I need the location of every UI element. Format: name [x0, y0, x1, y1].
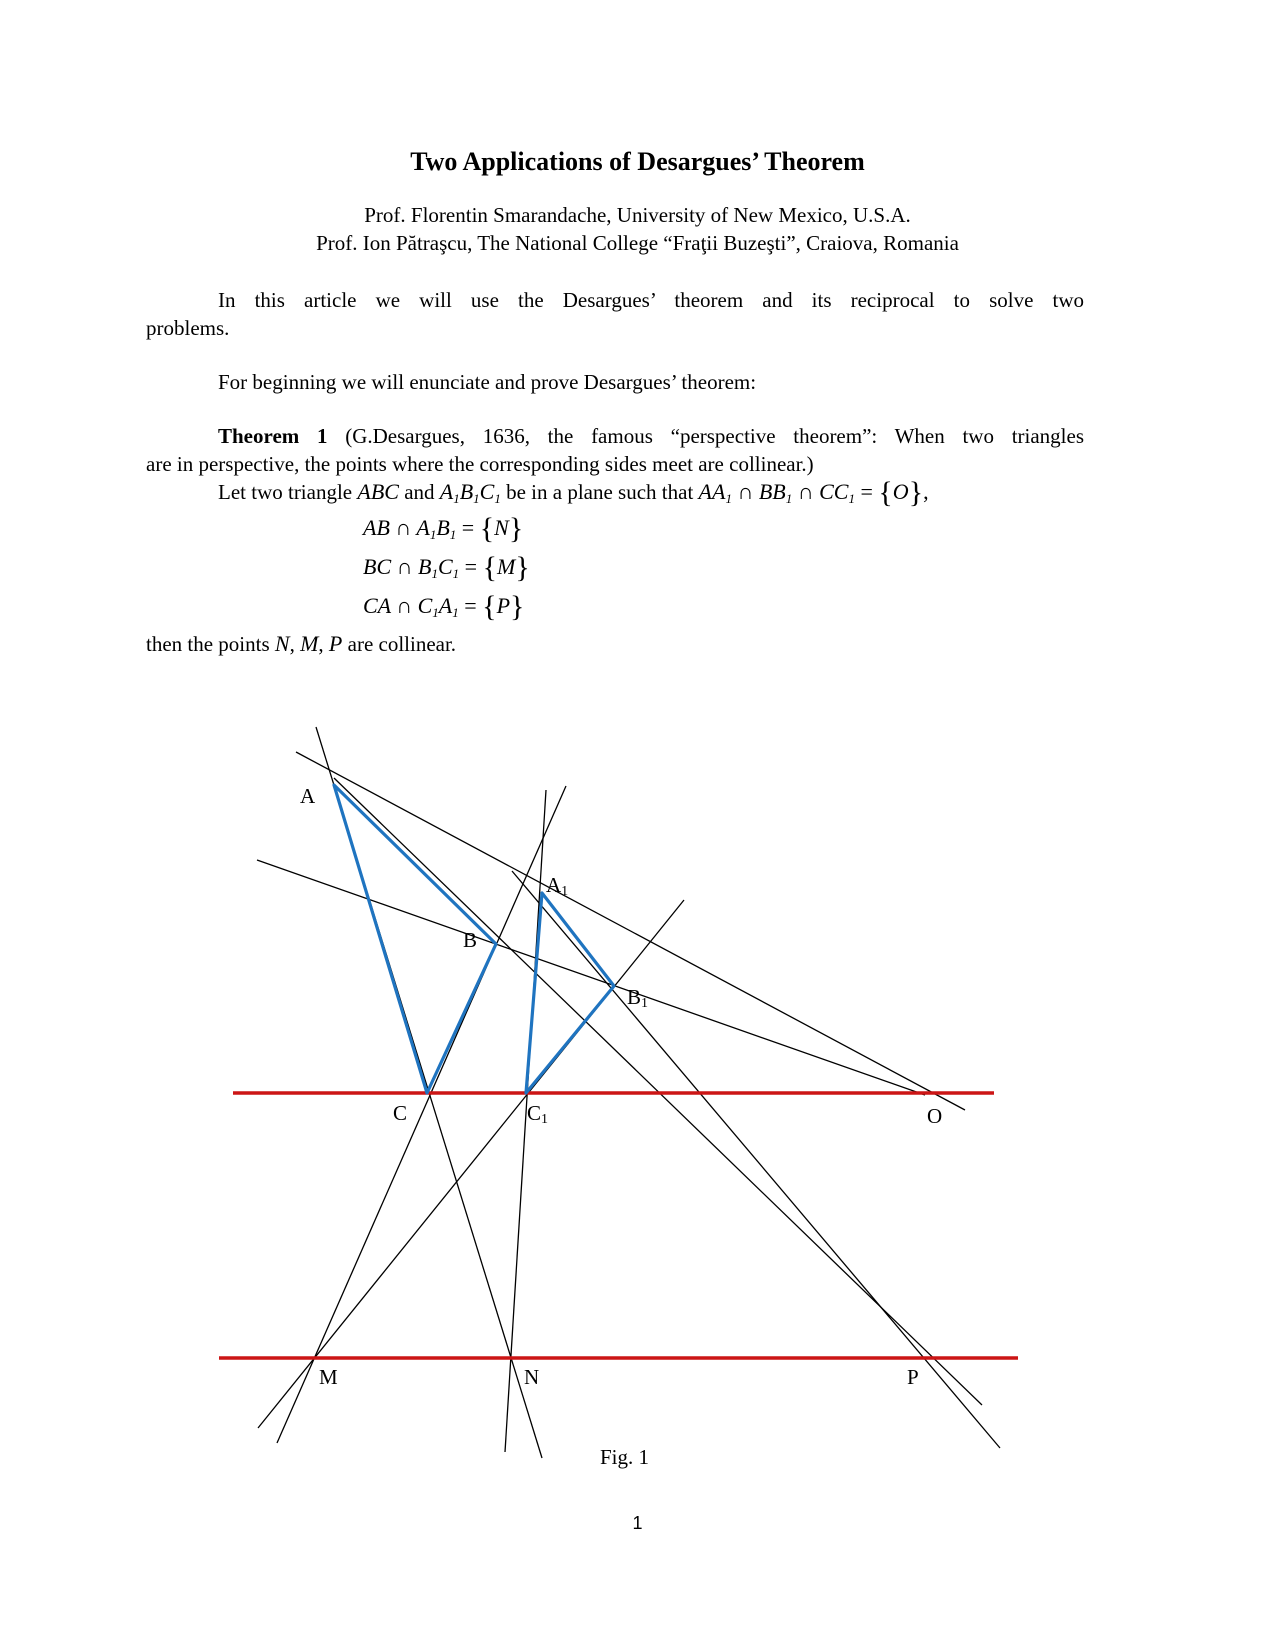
triangle-a1b1c1: $A_1B_1C_1$ — [439, 479, 501, 506]
conclusion-prefix: then the points — [146, 632, 270, 656]
triangle-a1b1c1-shape — [526, 893, 614, 1093]
label-c: C — [393, 1101, 408, 1125]
point-n-symbol: N — [274, 631, 290, 656]
let-prefix: Let two triangle — [218, 480, 353, 504]
theorem-label: Theorem 1 — [218, 424, 328, 448]
author-2: Prof. Ion Pătraşcu, The National College “Fraţii Buzeşti”, Craiova, Romania — [316, 231, 959, 255]
page-number: 1 — [632, 1513, 643, 1533]
point-p-symbol: P — [328, 631, 343, 656]
beginning-sentence: For beginning we will enunciate and prove Desargues’ theorem: — [218, 370, 757, 394]
point-m-symbol: M — [300, 631, 319, 656]
paper-title: Two Applications of Desargues’ Theorem — [410, 147, 865, 176]
line-bb1o — [257, 860, 925, 1095]
equation-m: BC ∩ $B_1C_1 = \{M\}$ — [363, 551, 530, 584]
label-o: O — [927, 1104, 943, 1128]
figure-caption: Fig. 1 — [600, 1445, 650, 1469]
intro-line-2: problems. — [146, 316, 230, 340]
conclusion-suffix: are collinear. — [347, 632, 457, 656]
label-b1: B1 — [627, 985, 649, 1011]
theorem-line-2: are in perspective, the points where the corresponding sides meet are collinear.) — [146, 452, 814, 476]
line-aa1o — [296, 752, 965, 1110]
label-m: M — [319, 1365, 338, 1389]
line-bc-extended — [277, 786, 569, 1443]
triangle-abc: ABC — [357, 479, 399, 504]
label-b: B — [463, 928, 478, 952]
theorem-text-1: (G.Desargues, 1636, the famous “perspective theorem”: When two triangles — [345, 424, 1085, 448]
equation-n: AB ∩ $A_1B_1 = \{N\}$ — [363, 512, 524, 545]
collinear-axes — [219, 1093, 1018, 1358]
and-word: and — [404, 480, 435, 504]
author-1: Prof. Florentin Smarandache, University of New Mexico, U.S.A. — [364, 203, 911, 227]
conclusion-line: then the points N, M, P are collinear. — [146, 631, 457, 656]
label-c1: C1 — [527, 1101, 549, 1127]
figure-labels — [300, 784, 942, 1389]
line-a1b1-extended — [512, 871, 1000, 1448]
equation-p: CA ∩ $C_1A_1 = \{P\}$ — [363, 590, 525, 623]
plane-text: be in a plane such that — [506, 480, 694, 504]
concurrence-equation: $AA_1$ ∩ $BB_1$ ∩ $CC_1 = \{O\}$, — [698, 476, 929, 509]
label-a1: A1 — [546, 873, 569, 899]
line-b1c1-extended — [258, 900, 684, 1428]
label-p: P — [907, 1365, 919, 1389]
label-n: N — [524, 1365, 540, 1389]
label-a: A — [300, 784, 316, 808]
intro-line-1: In this article we will use the Desargues’ theorem and its reciprocal to solve two — [218, 288, 1084, 312]
